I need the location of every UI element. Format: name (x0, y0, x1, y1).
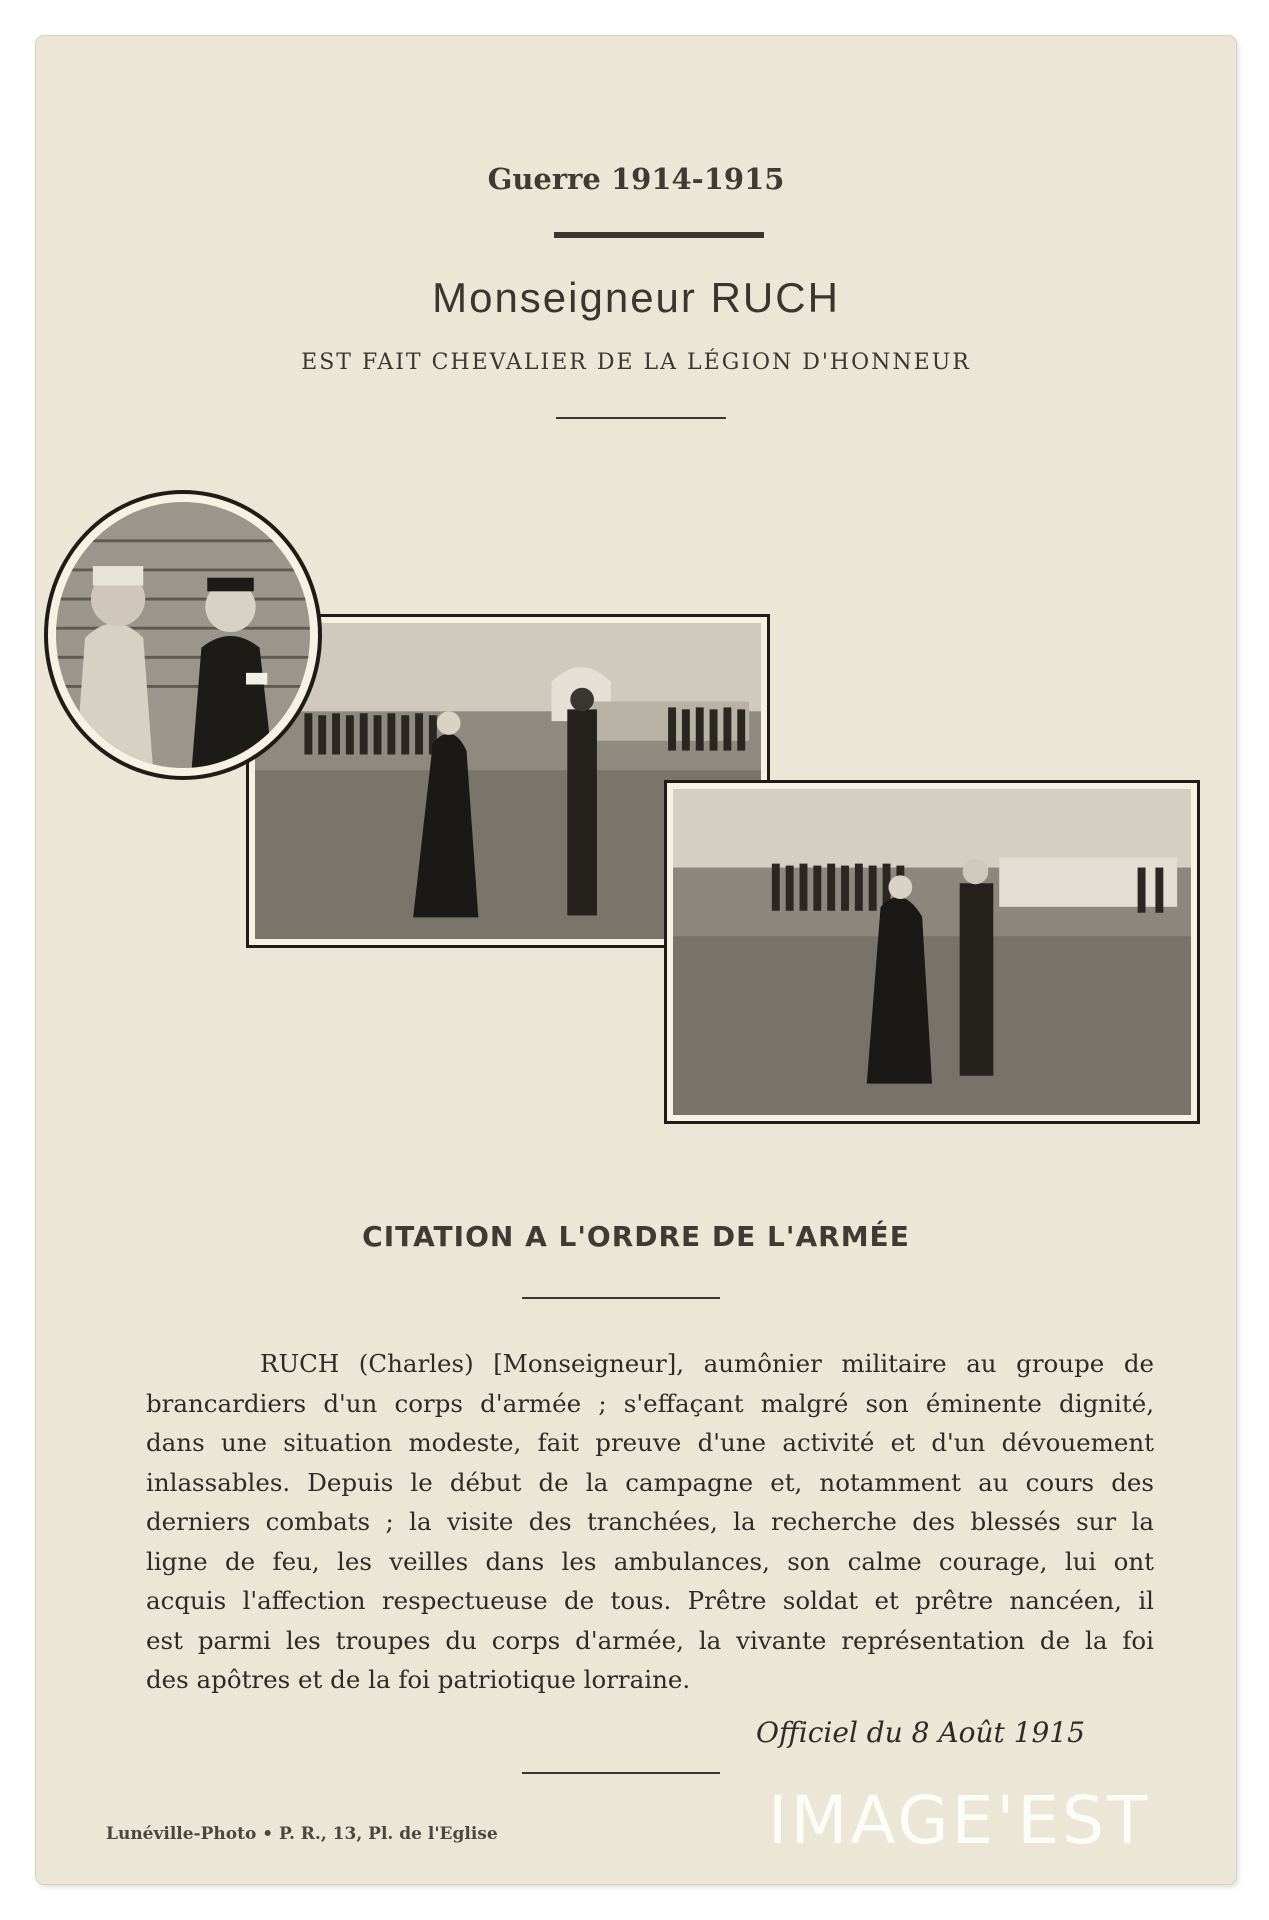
citation-line: dans une situation modeste, fait preuve d'une activité et d'un dévouement (146, 1428, 1154, 1457)
citation-body (146, 1344, 1154, 1700)
postcard (36, 36, 1236, 1884)
portrait-photo (44, 490, 322, 780)
citation-line: acquis l'affection respectueuse de tous. Prêtre soldat et prêtre nancéen, il (146, 1586, 1154, 1615)
citation-heading: CITATION A L'ORDRE DE L'ARMÉE (362, 1220, 910, 1253)
citation-line: des apôtres et de la foi patriotique lorraine. (146, 1665, 691, 1694)
official-date: Officiel du 8 Août 1915 (756, 1716, 1085, 1749)
page-title: Monseigneur RUCH (432, 274, 840, 321)
ceremony-scene-two (673, 789, 1191, 1115)
divider-citation (522, 1297, 720, 1299)
publisher-imprint: Lunéville-Photo • P. R., 13, Pl. de l'Eglise (106, 1824, 498, 1844)
citation-line: derniers combats ; la visite des tranchées, la recherche des blessés sur la (146, 1507, 1154, 1536)
portrait-scene (56, 502, 310, 768)
divider-bottom (522, 1772, 720, 1774)
divider-top (554, 232, 764, 238)
citation-line: RUCH (Charles) [Monseigneur], aumônier militaire au groupe de (260, 1349, 1154, 1378)
citation-line: brancardiers d'un corps d'armée ; s'effaçant malgré son éminente dignité, (146, 1388, 1154, 1418)
watermark: IMAGE'EST (768, 1782, 1151, 1859)
war-label: Guerre 1914-1915 (487, 162, 785, 196)
ceremony-photo-two (664, 780, 1200, 1124)
page-subtitle: EST FAIT CHEVALIER DE LA LÉGION D'HONNEUR (301, 350, 971, 375)
citation-line: ligne de feu, les veilles dans les ambulances, son calme courage, lui ont (146, 1546, 1154, 1576)
citation-line: inlassables. Depuis le début de la campagne et, notamment au cours des (146, 1467, 1154, 1497)
citation-line: est parmi les troupes du corps d'armée, la vivante représentation de la foi (146, 1625, 1154, 1655)
divider-sub (556, 417, 726, 419)
